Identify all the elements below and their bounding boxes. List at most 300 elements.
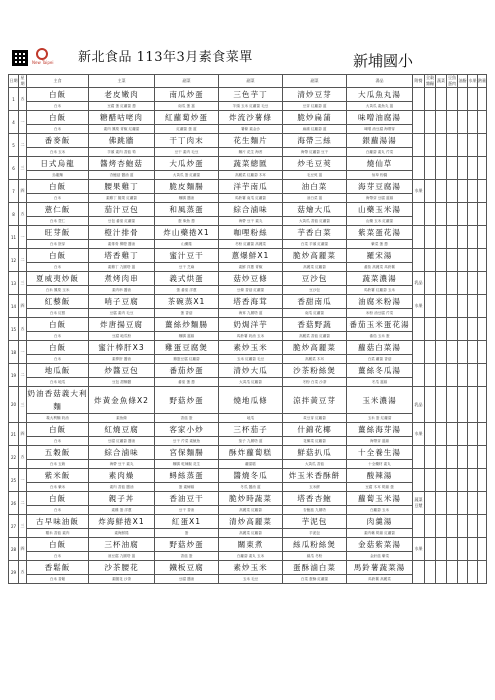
nutrition-cell: [478, 272, 487, 295]
day-number: 12: [9, 249, 19, 272]
staple-ingredients: 白米 玉米: [27, 148, 89, 157]
side-dish-1: 和風蒸蛋: [155, 203, 219, 217]
day-number: 4: [9, 111, 19, 134]
extra-item: [413, 134, 425, 157]
side-dish-3: 豆沙包: [283, 272, 347, 286]
main-ingredients: 素棒肝 醬油: [89, 355, 155, 364]
column-header: 日期: [9, 75, 19, 88]
nutrition-cell: [458, 561, 468, 584]
side-dish-1: 番茄炒蛋: [155, 364, 219, 378]
nutrition-cell: [436, 423, 447, 446]
staple-ingredients: 糯米 香菇 素肉: [27, 529, 89, 538]
weekday: 五: [19, 561, 27, 584]
staple-dish: 白飯: [27, 423, 89, 437]
column-header: 全穀雜糧: [426, 75, 434, 86]
extra-item: [413, 203, 425, 226]
nutrition-cell: [468, 423, 478, 446]
side-1-ingredients: 豆干 素肉 毛豆: [155, 148, 219, 157]
side-2-ingredients: 海帶 豆干 素丸: [219, 217, 283, 226]
nutrition-cell: [436, 446, 447, 469]
table-row: [9, 469, 487, 483]
staple-dish: 白飯: [27, 341, 89, 355]
side-1-ingredients: 蛋: [155, 529, 219, 538]
side-dish-3: 鮮菇扒瓜: [283, 446, 347, 460]
soup-ingredients: 海帶芽 豆腐 薑絲: [347, 194, 413, 203]
day-number: 1: [9, 88, 19, 111]
staple-dish: 番麥飯: [27, 134, 89, 148]
side-dish-1: 義式烘蛋: [155, 272, 219, 286]
nutrition-cell: [458, 295, 468, 318]
soup-ingredients: 素肉羹 筍絲 紅蘿蔔: [347, 529, 413, 538]
staple-dish: 地瓜飯: [27, 364, 89, 378]
side-dish-2: 清炒大瓜: [219, 364, 283, 378]
soup-ingredients: 白蘿蔔 玉米: [347, 506, 413, 515]
main-ingredients: 豆腐 素肉 毛豆: [89, 309, 155, 318]
side-2-ingredients: 蘿蔔糕: [219, 460, 283, 469]
nutrition-cell: [468, 226, 478, 249]
table-row: [9, 515, 487, 529]
side-dish-2: 酥炸蘿蔔糕: [219, 446, 283, 460]
nutrition-cell: [436, 226, 447, 249]
staple-dish: 白飯: [27, 249, 89, 263]
nutrition-cell: [436, 111, 447, 134]
day-number: 26: [9, 492, 19, 515]
side-2-ingredients: 玉米 毛豆: [219, 575, 283, 584]
side-dish-1: 鐵板豆腐: [155, 561, 219, 575]
soup-ingredients: 白菜 蘿蔔 香菇: [347, 355, 413, 364]
side-1-ingredients: 南瓜 蛋 薑: [155, 102, 219, 111]
weekday: 一: [19, 226, 27, 249]
nutrition-cell: [425, 111, 436, 134]
staple-ingredients: 白米 紅藜: [27, 309, 89, 318]
day-number: 22: [9, 446, 19, 469]
nutrition-cell: [478, 88, 487, 111]
extra-item: [413, 226, 425, 249]
staple-ingredients: 白米: [27, 125, 89, 134]
nutrition-cell: [478, 561, 487, 584]
nutrition-cell: [436, 272, 447, 295]
side-dish-2: 素炒玉米: [219, 561, 283, 575]
staple-dish: 薏仁飯: [27, 203, 89, 217]
nutrition-cell: [458, 226, 468, 249]
column-header: 星期: [20, 75, 25, 86]
nutrition-cell: [478, 538, 487, 561]
main-dish: 炒醬豆包: [89, 364, 155, 378]
school-name: 新埔國小: [353, 52, 414, 70]
staple-ingredients: 白米 鳳梨 玉米: [27, 286, 89, 295]
main-ingredients: 豆包 番茄 紅蘿蔔: [89, 217, 155, 226]
extra-item: 水果: [413, 538, 425, 561]
day-number: 7: [9, 180, 19, 203]
nutrition-cell: [458, 341, 468, 364]
table-row: [9, 364, 487, 378]
soup-ingredients: 紫菜 蛋 蔥: [347, 240, 413, 249]
soup-dish: 燒仙草: [347, 157, 413, 171]
nutrition-cell: [468, 88, 478, 111]
main-dish: 茄汁豆包: [89, 203, 155, 217]
soup-ingredients: 豆腐 木耳 筍絲 蛋: [347, 483, 413, 492]
table-row: [9, 492, 487, 506]
side-dish-3: 絲瓜粉絲煲: [283, 538, 347, 552]
side-dish-1: 紅蘿蔔炒蛋: [155, 111, 219, 125]
side-2-ingredients: 高麗菜 紅蘿蔔 木耳: [219, 171, 283, 180]
side-dish-3: 炒毛豆莢: [283, 157, 347, 171]
side-dish-3: 海帶三絲: [283, 134, 347, 148]
nutrition-cell: [468, 515, 478, 538]
nutrition-cell: [478, 249, 487, 272]
nutrition-cell: [425, 492, 436, 515]
weekday: 三: [19, 387, 27, 423]
main-ingredients: 芋頭 素肉 香菇 筍: [89, 148, 155, 157]
side-dish-1: 宮保麵腸: [155, 446, 219, 460]
table-row: [9, 341, 487, 355]
nutrition-cell: [425, 341, 436, 364]
nutrition-cell: [425, 295, 436, 318]
day-number: 28: [9, 538, 19, 561]
staple-ingredients: 白米 地瓜: [27, 378, 89, 387]
side-2-ingredients: 白蘿蔔 素丸 玉米: [219, 552, 283, 561]
staple-ingredients: 白米: [27, 506, 89, 515]
column-header: 油脂: [458, 75, 468, 88]
staple-ingredients: 白米 薏仁: [27, 217, 89, 226]
side-2-ingredients: 薯條 素金沙: [219, 125, 283, 134]
nutrition-cell: [447, 387, 458, 423]
table-row: [9, 203, 487, 217]
nutrition-cell: [468, 318, 478, 341]
nutrition-cell: [447, 423, 458, 446]
side-3-ingredients: 芋泥包: [283, 529, 347, 538]
extra-item: [413, 88, 425, 111]
soup-ingredients: 山藥 玉米 紅蘿蔔: [347, 217, 413, 226]
nutrition-cell: [478, 387, 487, 423]
weekday: 一: [19, 341, 27, 364]
main-ingredients: 海帶 豆干 素丸: [89, 460, 155, 469]
side-dish-2: 花生麵片: [219, 134, 283, 148]
staple-dish: 白飯: [27, 180, 89, 194]
nutrition-cell: [468, 134, 478, 157]
column-header: 副菜: [283, 75, 347, 88]
main-dish: 橙汁排骨: [89, 226, 155, 240]
nutrition-cell: [468, 538, 478, 561]
nutrition-cell: [458, 111, 468, 134]
main-dish: 醬烤杏鮑菇: [89, 157, 155, 171]
nutrition-cell: [447, 318, 458, 341]
staple-dish: 白飯: [27, 111, 89, 125]
soup-dish: 玉米濃湯: [347, 387, 413, 414]
nutrition-cell: [458, 423, 468, 446]
weekday: 二: [19, 134, 27, 157]
staple-dish: 白飯: [27, 492, 89, 506]
nutrition-cell: [425, 469, 436, 492]
weekday: 三: [19, 515, 27, 538]
side-dish-2: 關東煮: [219, 538, 283, 552]
soup-dish: 紫菜蛋花湯: [347, 226, 413, 240]
side-dish-1: 雞蛋豆腐煲: [155, 341, 219, 355]
table-row: [9, 272, 487, 286]
side-1-ingredients: 番茄 蛋 蔥: [155, 378, 219, 387]
table-row: [9, 318, 487, 332]
table-row: [9, 88, 487, 102]
side-dish-2: 塔香海茸: [219, 295, 283, 309]
company-name: 新北食品: [78, 50, 133, 65]
side-dish-3: 炸玉米香酥餅: [283, 469, 347, 483]
nutrition-cell: [478, 111, 487, 134]
nutrition-cell: [458, 318, 468, 341]
nutrition-cell: [436, 88, 447, 111]
side-2-ingredients: 馬鈴薯 南瓜 紅蘿蔔: [219, 194, 283, 203]
nutrition-cell: [447, 88, 458, 111]
side-1-ingredients: 香菇 蛋: [155, 414, 219, 423]
side-3-ingredients: 扁蒲 紅蘿蔔 薑: [283, 125, 347, 134]
day-number: 6: [9, 157, 19, 180]
extra-item: 蔬菜豆漿: [413, 492, 425, 515]
staple-dish: 紅藜飯: [27, 295, 89, 309]
page-title: [78, 46, 253, 65]
nutrition-cell: [468, 203, 478, 226]
side-2-ingredients: 芋頭 玉米 紅蘿蔔 毛豆: [219, 102, 283, 111]
weekday: 二: [19, 492, 27, 515]
side-dish-2: 三杯茄子: [219, 423, 283, 437]
soup-ingredients: 十全藥材 素丸: [347, 460, 413, 469]
table-row: [9, 423, 487, 437]
nutrition-cell: [425, 364, 436, 387]
side-dish-2: 蔬菜總匯: [219, 157, 283, 171]
column-header: 蔬菜: [436, 75, 447, 88]
main-ingredients: 豆包 甜麵醬: [89, 378, 155, 387]
side-1-ingredients: 紅蘿蔔 蛋 薑: [155, 125, 219, 134]
side-dish-3: 什錦花椰: [283, 423, 347, 437]
nutrition-cell: [425, 387, 436, 423]
side-dish-3: 沙茶粉絲煲: [283, 364, 347, 378]
weekday: 四: [19, 538, 27, 561]
side-2-ingredients: 麵片 花生 海苔: [219, 148, 283, 157]
soup-dish: 馬鈴薯蔬菜湯: [347, 561, 413, 575]
nutrition-cell: [425, 180, 436, 203]
main-ingredients: 素雞 蛋 洋蔥: [89, 506, 155, 515]
main-ingredients: 素肉 香菇 醬油: [89, 483, 155, 492]
soup-ingredients: 馬鈴薯 高麗菜: [347, 575, 413, 584]
main-dish: 綜合滷味: [89, 446, 155, 460]
table-row: [9, 180, 487, 194]
staple-dish: 香鬆飯: [27, 561, 89, 575]
staple-ingredients: 白米: [27, 102, 89, 111]
table-row: [9, 295, 487, 309]
soup-ingredients: 金針菇 紫菜: [347, 552, 413, 561]
extra-item: 水果: [413, 295, 425, 318]
nutrition-cell: [447, 469, 458, 492]
side-2-ingredients: 冬瓜 醬油 薑: [219, 483, 283, 492]
side-dish-1: 野菇炒蛋: [155, 387, 219, 414]
main-dish: 腰果雞丁: [89, 180, 155, 194]
column-header: 副菜: [155, 75, 219, 88]
main-dish: 三杯油腐: [89, 538, 155, 552]
nutrition-cell: [425, 249, 436, 272]
soup-ingredients: 玉米 蛋 紅蘿蔔: [347, 414, 413, 423]
side-1-ingredients: 大黃瓜 蛋 紅蘿蔔: [155, 171, 219, 180]
nutrition-cell: [447, 180, 458, 203]
extra-item: [413, 157, 425, 180]
side-3-ingredients: 高麗菜 香菇 紅蘿蔔: [283, 332, 347, 341]
soup-dish: 蔬菜濃湯: [347, 272, 413, 286]
main-dish: 親子丼: [89, 492, 155, 506]
main-dish: 哨子豆腐: [89, 295, 155, 309]
soup-dish: 肉羹湯: [347, 515, 413, 529]
extra-item: [413, 364, 425, 387]
side-3-ingredients: 冬粉 白菜 沙茶: [283, 378, 347, 387]
side-3-ingredients: 白菜 芋頭 紅蘿蔔: [283, 240, 347, 249]
nutrition-cell: [458, 249, 468, 272]
soup-ingredients: 米粉 油豆腐 芹菜: [347, 309, 413, 318]
soup-dish: 山藥玉米湯: [347, 203, 413, 217]
day-number: 29: [9, 561, 19, 584]
extra-item: [413, 515, 425, 538]
soup-dish: 酸辣湯: [347, 469, 413, 483]
soup-ingredients: 白蘿蔔 素丸 芹菜: [347, 148, 413, 157]
column-header: 熱量: [478, 75, 487, 88]
side-3-ingredients: 大黃瓜 香菇 紅蘿蔔: [283, 217, 347, 226]
main-dish: 沙茶腰花: [89, 561, 155, 575]
nutrition-cell: [425, 203, 436, 226]
side-dish-3: 菇燴大瓜: [283, 203, 347, 217]
nutrition-cell: [458, 387, 468, 423]
day-number: 11: [9, 226, 19, 249]
nutrition-cell: [468, 180, 478, 203]
main-dish: 煮烤肉串: [89, 272, 155, 286]
soup-ingredients: 仙草 粉圓: [347, 171, 413, 180]
side-2-ingredients: 豆條 香菇 紅蘿蔔: [219, 286, 283, 295]
table-row: [9, 561, 487, 575]
nutrition-cell: [425, 561, 436, 584]
nutrition-cell: [468, 364, 478, 387]
main-dish: 佛跳牆: [89, 134, 155, 148]
nutrition-cell: [447, 561, 458, 584]
side-3-ingredients: 白菜 蛋酥 紅蘿蔔: [283, 575, 347, 584]
side-dish-2: 奶焗洋芋: [219, 318, 283, 332]
staple-dish: 奶油香菇義大利麵: [27, 387, 89, 414]
column-header: 副菜: [219, 75, 283, 88]
weekday: 五: [19, 318, 27, 341]
side-dish-2: 咖哩粉絲: [219, 226, 283, 240]
main-dish: 炸黃金魚條X2: [89, 387, 155, 414]
staple-ingredients: 白米: [27, 263, 89, 272]
nutrition-cell: [447, 157, 458, 180]
nutrition-cell: [478, 226, 487, 249]
soup-dish: 番茄玉米蛋花湯: [347, 318, 413, 332]
weekday: 四: [19, 180, 27, 203]
nutrition-cell: [478, 295, 487, 318]
side-3-ingredients: 花椰菜 紅蘿蔔: [283, 437, 347, 446]
nutrition-cell: [468, 492, 478, 515]
main-dish: 糖醋咕咾肉: [89, 111, 155, 125]
side-1-ingredients: 麵腸 醬油: [155, 194, 219, 203]
day-number: 19: [9, 364, 19, 387]
side-2-ingredients: 冬粉 紅蘿蔔 高麗菜: [219, 240, 283, 249]
side-1-ingredients: 豆干 芝麻: [155, 263, 219, 272]
soup-ingredients: 冬瓜 薑絲: [347, 378, 413, 387]
extra-item: [413, 341, 425, 364]
nutrition-cell: [425, 423, 436, 446]
side-1-ingredients: 麵腸 乾辣椒 花生: [155, 460, 219, 469]
weekday: 五: [19, 88, 27, 111]
staple-ingredients: 白米: [27, 332, 89, 341]
nutrition-cell: [447, 134, 458, 157]
soup-ingredients: 海帶芽 薑絲: [347, 437, 413, 446]
nutrition-cell: [436, 180, 447, 203]
soup-dish: 金菇紫菜湯: [347, 538, 413, 552]
side-dish-3: 油白菜: [283, 180, 347, 194]
nutrition-cell: [425, 515, 436, 538]
side-1-ingredients: 蛋 香菇: [155, 309, 219, 318]
side-2-ingredients: 地瓜: [219, 414, 283, 423]
soup-dish: 薑絲冬瓜湯: [347, 364, 413, 378]
staple-dish: 白飯: [27, 88, 89, 102]
weekday: 二: [19, 364, 27, 387]
nutrition-cell: [458, 515, 468, 538]
side-dish-1: 干丁肉末: [155, 134, 219, 148]
nutrition-cell: [478, 446, 487, 469]
nutrition-cell: [447, 249, 458, 272]
nutrition-cell: [436, 538, 447, 561]
side-1-ingredients: 豆干 香油: [155, 506, 219, 515]
side-3-ingredients: 杏鮑菇 九層塔: [283, 506, 347, 515]
main-dish: 素肉燥: [89, 469, 155, 483]
side-3-ingredients: 大黃瓜 香菇: [283, 460, 347, 469]
column-header: 湯品: [347, 75, 413, 88]
day-number: 13: [9, 272, 19, 295]
side-dish-2: 炸流沙薯條: [219, 111, 283, 125]
main-ingredients: 素肉 鳳梨 青椒 紅蘿蔔: [89, 125, 155, 134]
staple-ingredients: 白米 胚芽: [27, 240, 89, 249]
nutrition-cell: [458, 88, 468, 111]
column-header: 豆魚蛋肉: [448, 75, 456, 86]
staple-dish: 白飯: [27, 318, 89, 332]
main-ingredients: 豆腐 紅蘿蔔 醬油: [89, 437, 155, 446]
side-3-ingredients: 南瓜 紅蘿蔔: [283, 309, 347, 318]
soup-dish: 油腐米粉湯: [347, 295, 413, 309]
weekday: 三: [19, 157, 27, 180]
main-dish: 蜜汁棒肝X3: [89, 341, 155, 355]
side-dish-2: 綜合滷味: [219, 203, 283, 217]
nutrition-cell: [468, 111, 478, 134]
main-dish: 紅燒豆腐: [89, 423, 155, 437]
nutrition-cell: [468, 561, 478, 584]
nutrition-cell: [458, 203, 468, 226]
extra-item: [413, 446, 425, 469]
nutrition-cell: [425, 272, 436, 295]
nutrition-cell: [478, 180, 487, 203]
side-2-ingredients: 大黃瓜 紅蘿蔔: [219, 378, 283, 387]
company-logo: [32, 48, 54, 66]
side-2-ingredients: 茄子 九層塔 薑: [219, 437, 283, 446]
column-header: 附餐: [413, 75, 425, 88]
extra-item: [413, 249, 425, 272]
nutrition-cell: [447, 111, 458, 134]
table-row: [9, 446, 487, 460]
nutrition-cell: [447, 446, 458, 469]
table-row: [9, 387, 487, 414]
weekday: 三: [19, 272, 27, 295]
day-number: 14: [9, 295, 19, 318]
side-dish-2: 蔥爆鮮X1: [219, 249, 283, 263]
side-3-ingredients: 海帶 紅蘿蔔 豆干: [283, 148, 347, 157]
side-dish-2: 洋芋南瓜: [219, 180, 283, 194]
staple-dish: 日式烏龍: [27, 157, 89, 171]
side-1-ingredients: 豆腐 醬油: [155, 575, 219, 584]
main-ingredients: 杏鮑菇 醬油 薑: [89, 171, 155, 180]
staple-ingredients: 白米 香鬆: [27, 575, 89, 584]
side-dish-3: 芋泥包: [283, 515, 347, 529]
side-dish-1: 大瓜炒蛋: [155, 157, 219, 171]
